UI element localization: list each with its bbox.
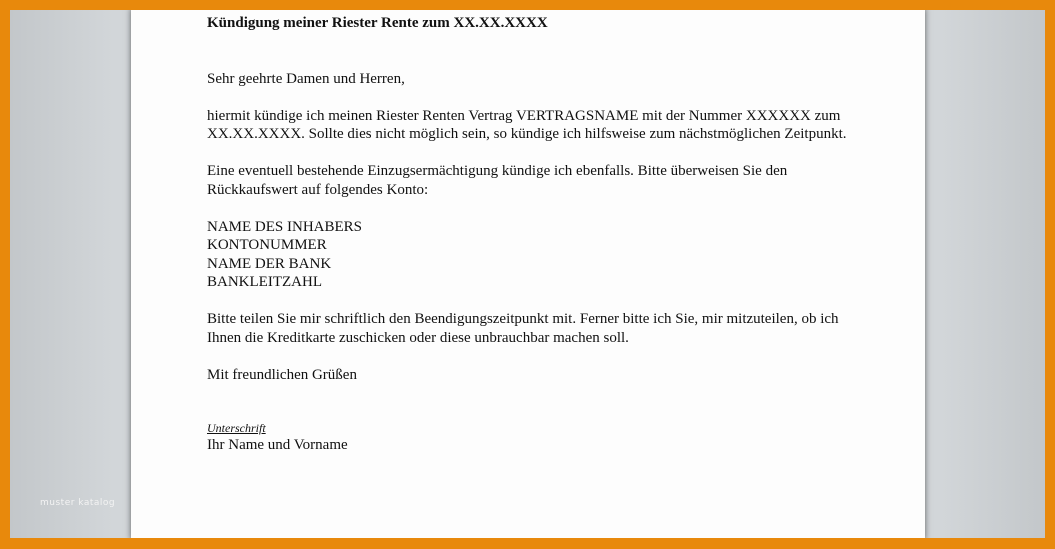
document-viewport <box>10 10 1045 538</box>
salutation: Sehr geehrte Damen und Herren, <box>207 70 405 87</box>
sender-name: Ihr Name und Vorname <box>207 437 348 453</box>
paragraph-direct-debit: Eine eventuell bestehende Einzugsermächtigung kündige ich ebenfalls. Bitte überweisen Sie den Rückkaufswert auf folgendes Konto: <box>207 163 788 198</box>
closing: Mit freundlichen Grüßen <box>207 366 357 383</box>
letter-subject: Kündigung meiner Riester Rente zum XX.XX.XXXX <box>207 15 548 31</box>
watermark: muster katalog <box>40 498 116 508</box>
bank-name: NAME DER BANK <box>207 255 332 272</box>
paragraph-termination: hiermit kündige ich meinen Riester Renten Vertrag VERTRAGSNAME mit der Nummer XXXXXX zum XX.XX.XXXX. Sollte dies nicht möglich sein, so kündige ich hilfsweise zum nächstmöglichen Zeitpunkt. <box>207 107 847 142</box>
paragraph-request: Bitte teilen Sie mir schriftlich den Beendigungszeitpunkt mit. Ferner bitte ich Sie, mir mitzuteilen, ob ich Ihnen die Kreditkarte zuschicken oder diese unbrauchbar machen soll. <box>207 311 839 346</box>
document-page <box>131 10 925 538</box>
bank-code: BANKLEITZAHL <box>207 274 322 290</box>
letter-body <box>207 14 847 455</box>
signature: Unterschrift <box>207 421 266 435</box>
account-holder-name: NAME DES INHABERS <box>207 218 363 235</box>
account-number: KONTONUMMER <box>207 237 327 253</box>
